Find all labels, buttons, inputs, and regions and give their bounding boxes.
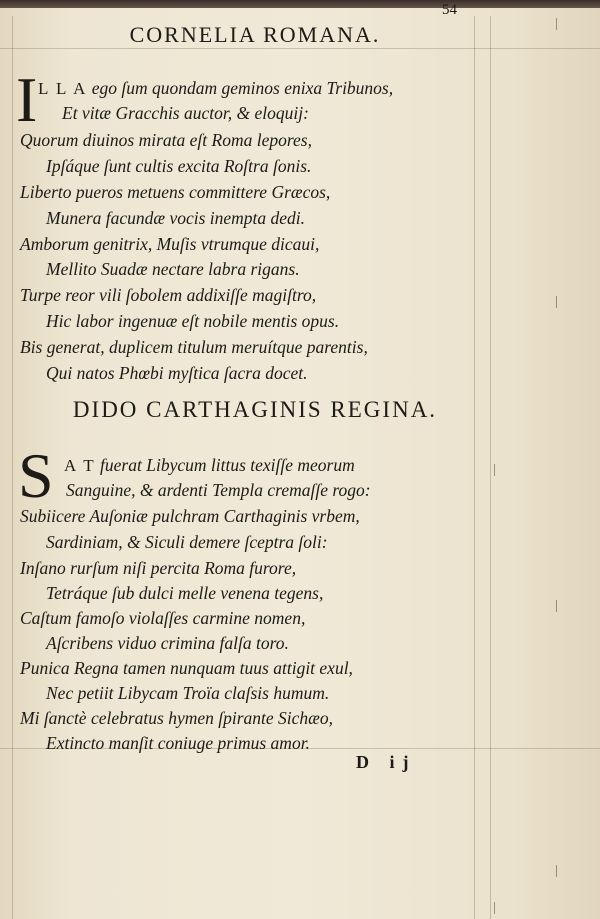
page-number: 54	[442, 2, 457, 18]
verse-line: Inſano rurſum niſi percita Roma furore,	[20, 558, 297, 578]
verse-line: Tetráque ſub dulci melle venena tegens,	[46, 583, 324, 603]
verse-line: Mi ſanctè celebratus hymen ſpirante Sichæo,	[20, 708, 333, 728]
verse-line: Qui natos Phœbi myſtica ſacra docet.	[46, 363, 308, 383]
verse-line: Quorum diuinos mirata eſt Roma lepores,	[20, 130, 312, 150]
grid-tick	[494, 464, 495, 476]
verse-line: Punica Regna tamen nunquam tuus attigit exul,	[20, 658, 353, 678]
verse-line: Bis generat, duplicem titulum meruítque parentis,	[20, 337, 368, 357]
verse-text: ego ſum quondam geminos enixa Tribunos,	[91, 78, 394, 98]
verse-line: Et vitæ Gracchis auctor, & eloquij:	[62, 103, 309, 123]
guide-line	[12, 16, 13, 919]
verse-line: Ipſáque ſunt cultis excita Roſtra ſonis.	[46, 156, 312, 176]
grid-tick	[556, 600, 557, 612]
verse-line: Nec petiit Libycam Troïa claſsis humum.	[46, 683, 330, 703]
verse-line: Hic labor ingenuæ eſt nobile mentis opus.	[46, 311, 340, 331]
first-word-caps: A T	[64, 456, 96, 475]
guide-line	[474, 16, 475, 919]
first-word-caps: L L A	[38, 79, 88, 98]
verse-line: Aſcribens viduo crimina falſa toro.	[46, 633, 289, 653]
drop-cap: S	[18, 440, 54, 511]
verse-line: Extincto manſit coniuge primus amor.	[46, 733, 310, 753]
verse-line: Sardiniam, & Siculi demere ſceptra ſoli:	[46, 532, 328, 552]
poem-title: DIDO CARTHAGINIS REGINA.	[72, 397, 438, 422]
verse-line: Liberto pueros metuens committere Græcos,	[20, 182, 331, 202]
grid-tick	[556, 18, 557, 30]
verse-line: Turpe reor vili ſobolem addixiſſe magiſtro,	[20, 285, 317, 305]
verse-text: fuerat Libycum littus texiſſe meorum	[100, 455, 355, 475]
guide-line	[0, 48, 600, 49]
grid-tick	[556, 865, 557, 877]
grid-tick	[556, 296, 557, 308]
signature-mark: D ij	[356, 752, 417, 772]
guide-line	[490, 16, 491, 919]
book-page	[0, 2, 600, 919]
verse-line	[38, 78, 393, 99]
verse-line: Mellito Suadæ nectare labra rigans.	[46, 259, 300, 279]
poem-title: CORNELIA ROMANA.	[129, 22, 381, 47]
verse-line: Amborum genitrix, Muſis vtrumque dicaui,	[20, 234, 320, 254]
verse-line: Caſtum famoſo violaſſes carmine nomen,	[20, 608, 306, 628]
verse-line	[64, 455, 355, 476]
verse-line: Sanguine, & ardenti Templa cremaſſe rogo:	[66, 480, 371, 500]
verse-line: Munera facundæ vocis inempta dedi.	[46, 208, 306, 228]
drop-cap: I	[16, 64, 38, 135]
verse-line: Subiicere Auſoniæ pulchram Carthaginis vrbem,	[20, 506, 360, 526]
grid-tick	[494, 902, 495, 914]
